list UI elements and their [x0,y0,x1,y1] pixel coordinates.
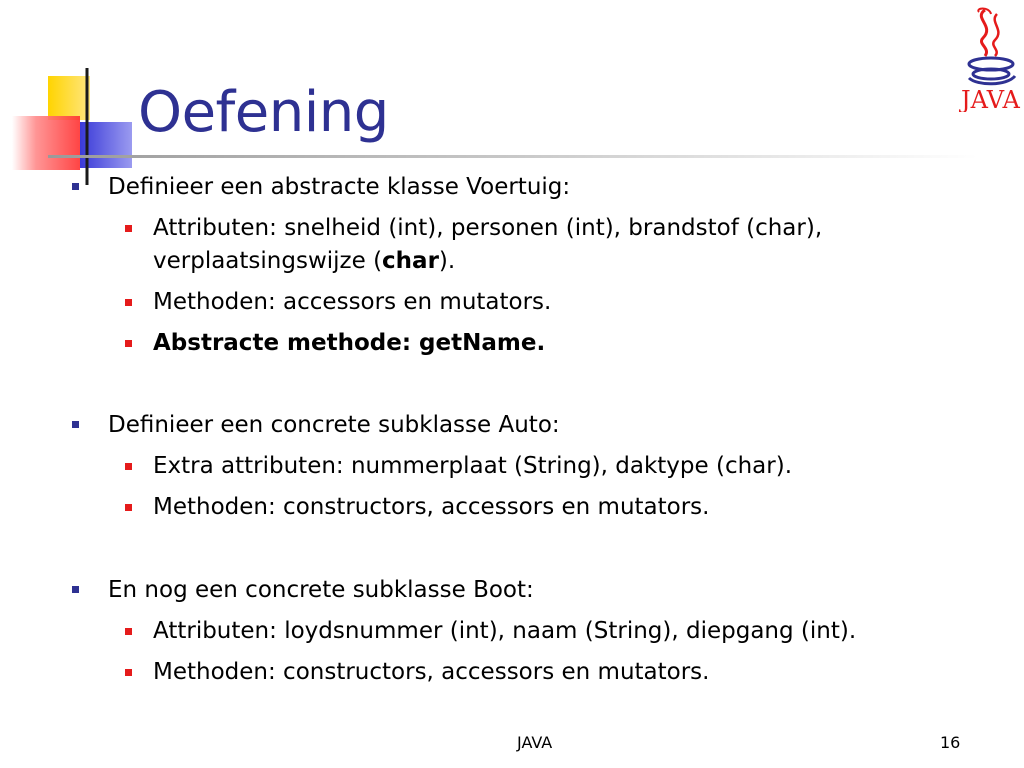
bullet-icon [72,586,79,593]
slide-number: 16 [940,733,961,752]
bullet-icon [72,421,79,428]
sub-bullet-icon [125,225,132,232]
list-item: Methoden: constructors, accessors en mutators. [153,659,710,685]
list-item-text: ). [438,248,456,274]
list-item: Extra attributen: nummerplaat (String), daktype (char). [153,453,793,479]
bullet-icon [72,183,79,190]
list-item-line: Attributen: snelheid (int), personen (int), brandstof (char), [153,215,823,241]
section-heading-boot: En nog een concrete subklasse Boot: [108,577,534,603]
list-item: Abstracte methode: getName. [153,330,546,356]
list-item: Methoden: accessors en mutators. [153,289,552,315]
sub-bullet-icon [125,299,132,306]
title-divider [48,155,978,158]
list-item-bold-text: char [382,248,439,274]
list-item-text: verplaatsingswijze ( [153,248,383,274]
list-item [153,212,953,278]
java-logo-icon [955,4,1024,112]
section-heading-voertuig: Definieer een abstracte klasse Voertuig: [108,174,571,200]
slide-title: Oefening [138,80,389,145]
svg-text:JAVA: JAVA [961,86,1020,112]
decorative-squares-graphic [0,60,150,190]
list-item-line [153,245,953,278]
list-item: Attributen: loydsnummer (int), naam (String), diepgang (int). [153,618,857,644]
section-heading-auto: Definieer een concrete subklasse Auto: [108,412,560,438]
sub-bullet-icon [125,504,132,511]
sub-bullet-icon [125,628,132,635]
sub-bullet-icon [125,463,132,470]
footer-title: JAVA [517,733,553,752]
list-item: Methoden: constructors, accessors en mutators. [153,494,710,520]
sub-bullet-icon [125,669,132,676]
sub-bullet-icon [125,340,132,347]
